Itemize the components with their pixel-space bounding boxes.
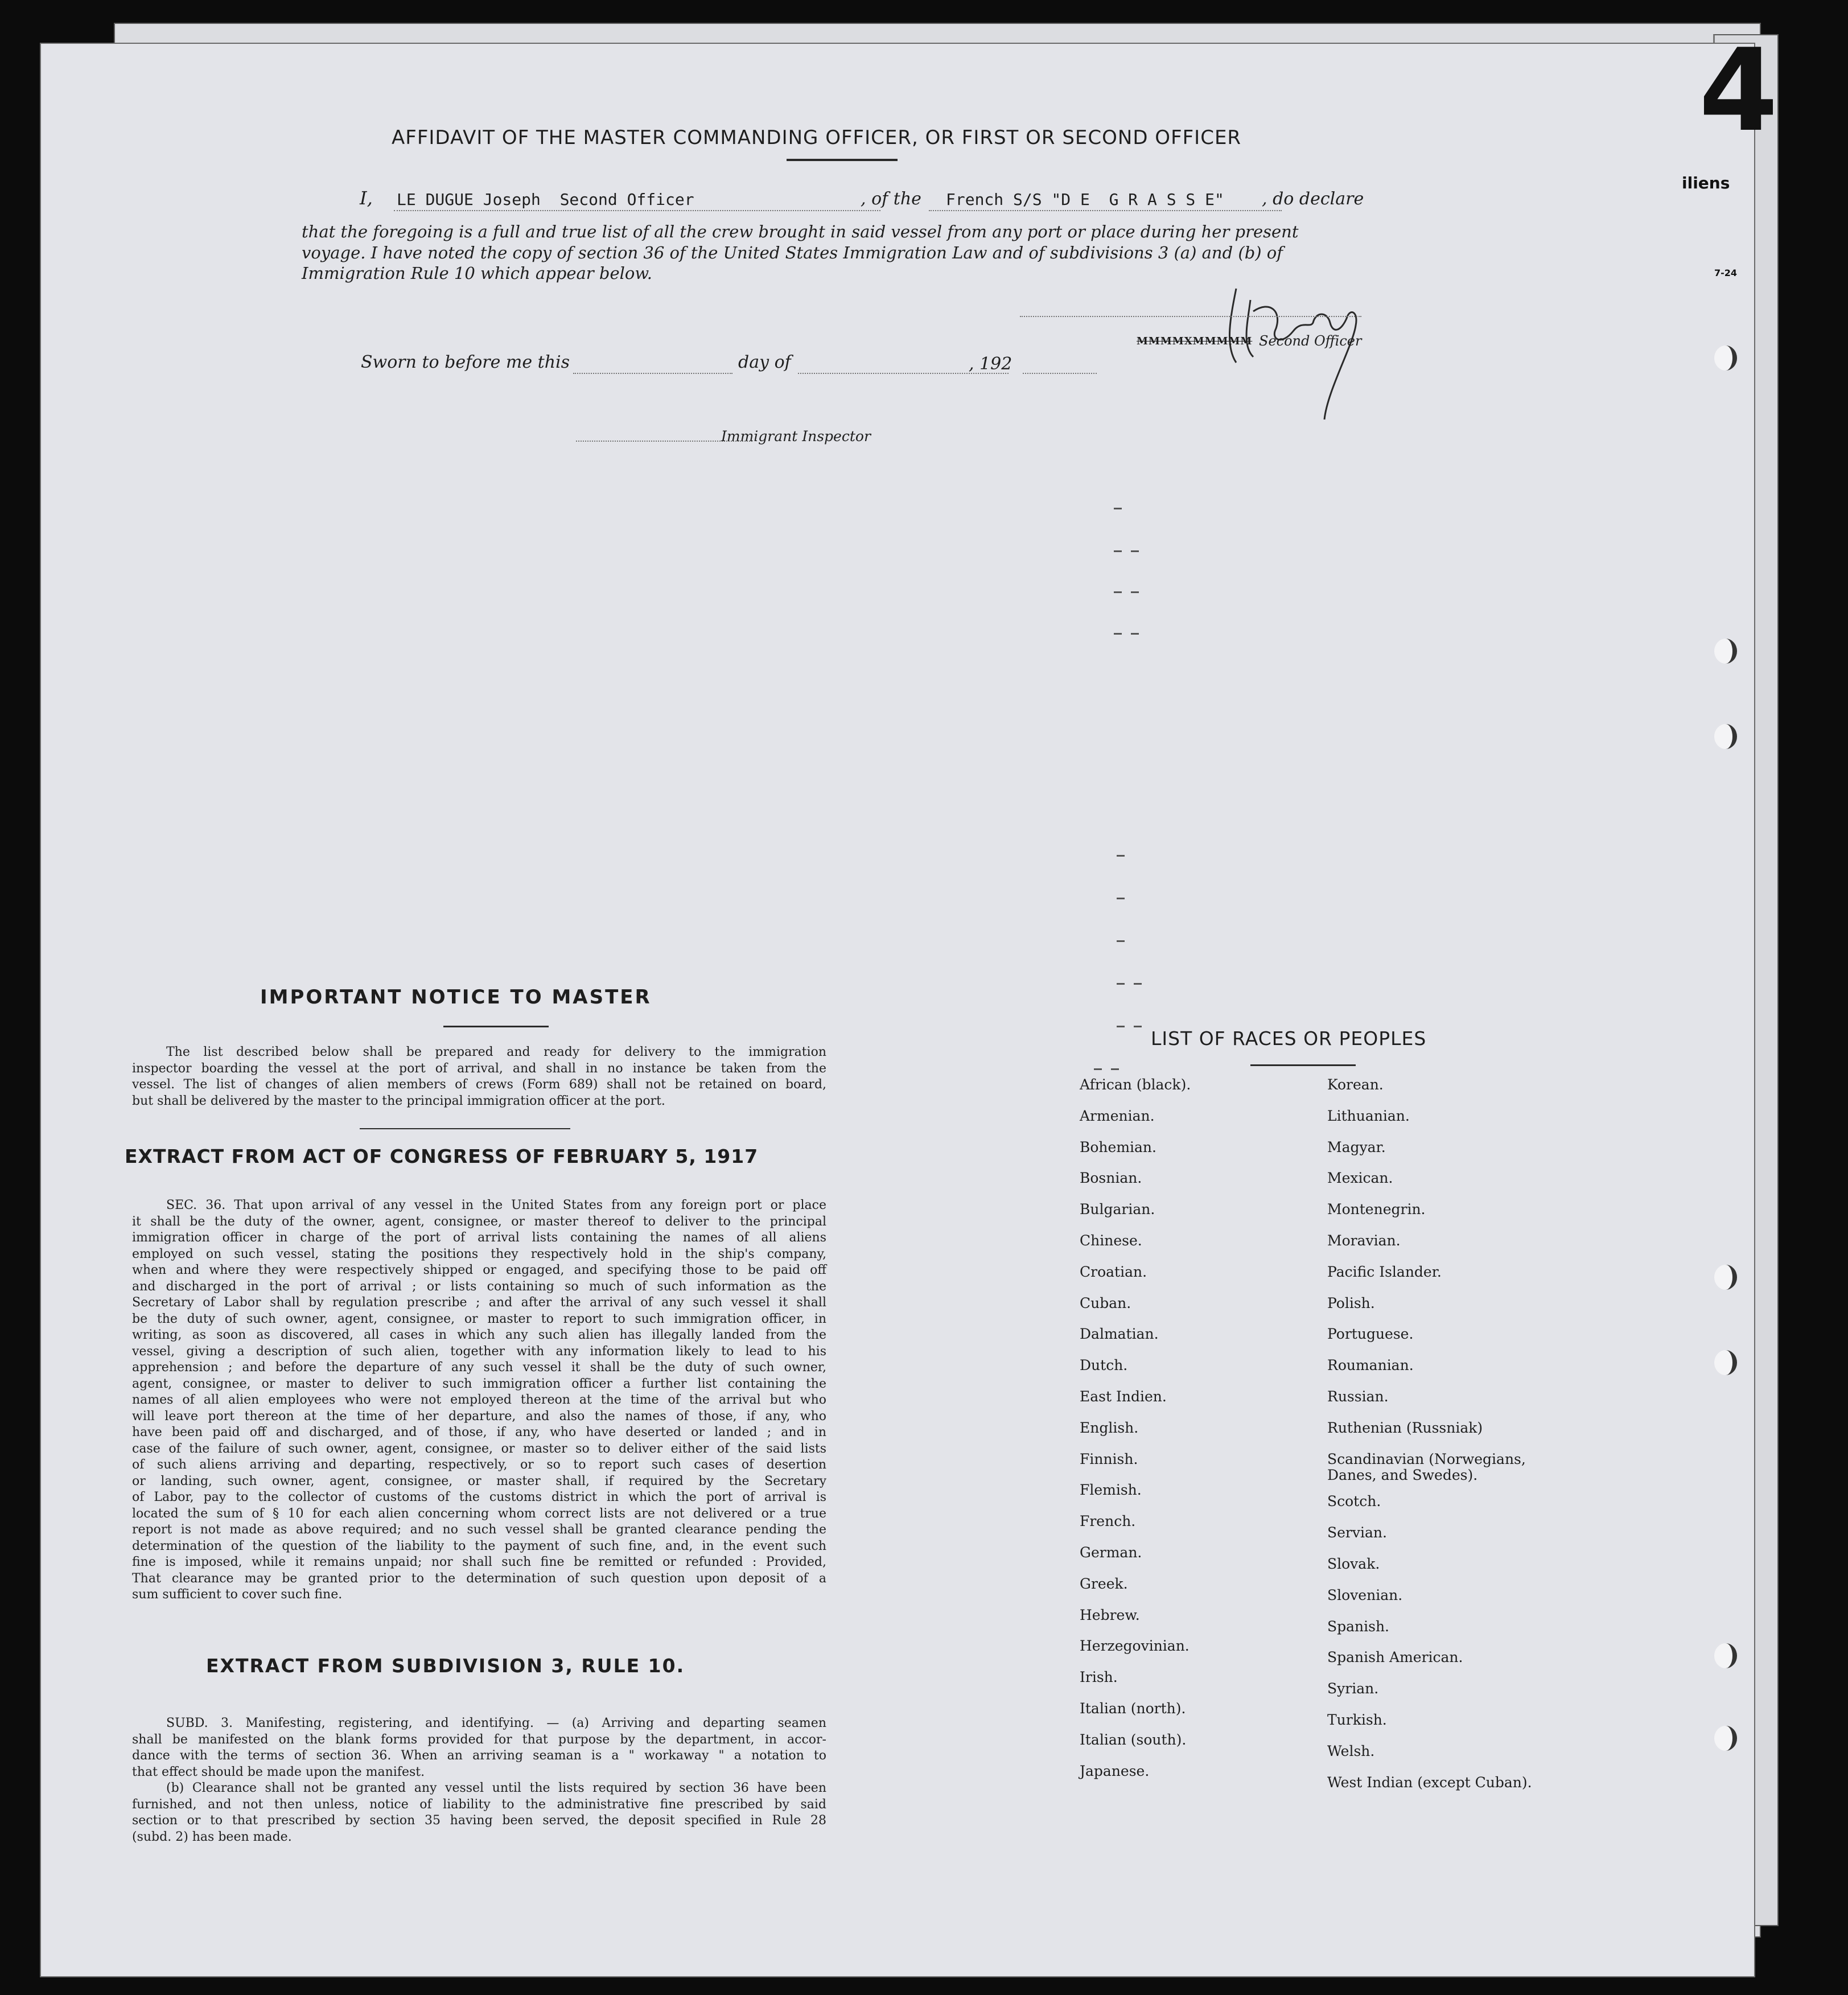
notice-rule xyxy=(443,1026,549,1027)
act-line: writing, as soon as discovered, all cases in which any such alien has illegally landed from the xyxy=(132,1328,826,1342)
rule-line: SUBD. 3. Manifesting, registering, and identifying. — (a) Arriving and departing seamen xyxy=(166,1716,826,1730)
race-item: Finnish. xyxy=(1080,1450,1138,1467)
bleed-mark xyxy=(1094,1068,1102,1070)
act-line: names of all alien employees who were not employed thereon at the time of the arrival but who xyxy=(132,1393,826,1407)
inspector-label: Immigrant Inspector xyxy=(721,428,871,445)
race-item: Slovak. xyxy=(1327,1556,1380,1572)
race-item: Turkish. xyxy=(1327,1712,1387,1728)
race-item: Ruthenian (Russniak) xyxy=(1327,1419,1483,1436)
bleed-mark xyxy=(1117,983,1125,985)
rule-line: section or to that prescribed by section 35 having been served, the deposit specified in Rule 28 xyxy=(132,1813,826,1828)
act-line: case of the failure of such owner, agent, consignee, or master so to deliver either of the said lists xyxy=(132,1441,826,1456)
signature-line xyxy=(1020,316,1361,317)
affidavit-line-2: that the foregoing is a full and true list of all the crew brought in said vessel from any port or place during her present xyxy=(302,222,1299,241)
notice-heading: IMPORTANT NOTICE TO MASTER xyxy=(260,986,652,1009)
race-item: Pacific Islander. xyxy=(1327,1263,1442,1280)
punch-hole xyxy=(1714,345,1737,371)
punch-hole xyxy=(1714,1643,1737,1668)
rule-line: that effect should be made upon the manifest. xyxy=(132,1764,425,1779)
rule-line: (subd. 2) has been made. xyxy=(132,1829,292,1844)
race-item: English. xyxy=(1080,1419,1139,1436)
bleed-mark xyxy=(1117,855,1125,857)
race-item: Polish. xyxy=(1327,1294,1375,1311)
rule-line: dance with the terms of section 36. When an arriving seaman is a " workaway " a notation to xyxy=(132,1749,826,1763)
act-line: when and where they were respectively shipped or engaged, and specifying those to be paid off xyxy=(132,1263,826,1277)
race-item: Croatian. xyxy=(1080,1263,1147,1280)
punch-hole xyxy=(1714,1350,1737,1375)
race-item: Japanese. xyxy=(1080,1762,1150,1779)
rule-line: shall be manifested on the blank forms provided for that purpose by the department, in accor- xyxy=(132,1732,826,1747)
notice-body xyxy=(132,1044,826,1109)
race-item: Greek. xyxy=(1080,1575,1128,1592)
race-item: Syrian. xyxy=(1327,1680,1379,1697)
act-line: Secretary of Labor shall by regulation prescribe ; and after the arrival of any such vessel it shall xyxy=(132,1295,826,1310)
act-line: fine is imposed, while it remains unpaid; nor shall such fine be remitted or refunded : Provided, xyxy=(132,1555,826,1569)
act-extract-heading: EXTRACT FROM ACT OF CONGRESS OF FEBRUARY 5, 1917 xyxy=(125,1145,759,1167)
act-line: be the duty of such owner, agent, consignee, or master to report to such immigration officer, in xyxy=(132,1311,826,1326)
declarant-name: LE DUGUE Joseph Second Officer xyxy=(397,190,694,209)
rule-line: furnished, and not then unless, notice of liability to the administrative fine prescribed by said xyxy=(132,1797,826,1812)
race-item: Bohemian. xyxy=(1080,1138,1156,1155)
notice-bottom-rule xyxy=(360,1128,570,1129)
of-the-label: , of the xyxy=(861,189,921,209)
race-item: African (black). xyxy=(1080,1076,1191,1093)
bleed-mark xyxy=(1114,591,1122,593)
act-line: immigration officer in charge of the port of arrival lists containing the names of all aliens xyxy=(132,1231,826,1245)
race-item: Montenegrin. xyxy=(1327,1201,1426,1218)
vessel-blank xyxy=(929,210,1282,211)
race-item: Spanish American. xyxy=(1327,1649,1463,1666)
act-line: located the sum of § 10 for each alien concerning whom correct lists are not delivered or a true xyxy=(132,1506,826,1521)
act-line: of Labor, pay to the collector of customs of the customs district in which the port of arrival is xyxy=(132,1490,826,1504)
bleed-mark xyxy=(1117,898,1125,899)
race-item: Russian. xyxy=(1327,1388,1389,1405)
act-extract-body xyxy=(132,1198,826,1603)
race-item: Magyar. xyxy=(1327,1138,1386,1155)
bleed-mark xyxy=(1117,1026,1125,1027)
race-item: Hebrew. xyxy=(1080,1606,1140,1623)
races-heading: LIST OF RACES OR PEOPLES xyxy=(1151,1027,1427,1050)
heading-rule xyxy=(787,159,898,161)
bleed-mark xyxy=(1111,1068,1119,1070)
race-item: Portuguese. xyxy=(1327,1326,1414,1343)
affidavit-heading: AFFIDAVIT OF THE MASTER COMMANDING OFFICER, OR FIRST OR SECOND OFFICER xyxy=(392,126,1242,149)
notice-line: inspector boarding the vessel at the port of arrival, and shall in no instance be taken from the xyxy=(132,1061,826,1076)
punch-hole xyxy=(1714,1265,1737,1290)
struck-title: MMMMXMMMMM xyxy=(1137,335,1253,347)
officer-signature xyxy=(1196,277,1390,431)
do-declare-label: , do declare xyxy=(1262,189,1364,209)
act-line: report is not made as above required; and no such vessel shall be granted clearance pending the xyxy=(132,1523,826,1537)
act-line: it shall be the duty of the owner, agent, consignee, or master thereof to deliver to the principal xyxy=(132,1214,826,1229)
rule-extract-heading: EXTRACT FROM SUBDIVISION 3, RULE 10. xyxy=(206,1655,685,1677)
notice-line: but shall be delivered by the master to the principal immigration officer at the port. xyxy=(132,1093,665,1108)
race-item: Welsh. xyxy=(1327,1742,1375,1759)
act-line: or landing, such owner, agent, consignee, or master shall, if required by the Secretary xyxy=(132,1474,826,1488)
act-line: and discharged in the port of arrival ; or lists containing so much of such information as the xyxy=(132,1279,826,1294)
sworn-label: Sworn to before me this xyxy=(361,352,570,372)
race-item: Flemish. xyxy=(1080,1482,1142,1499)
affidavit-line-4: Immigration Rule 10 which appear below. xyxy=(302,264,652,283)
race-item: East Indien. xyxy=(1080,1388,1167,1405)
act-line: apprehension ; and before the departure of any such vessel it shall be the duty of such owner, xyxy=(132,1360,826,1375)
act-line: That clearance may be granted prior to the determination of such question upon deposit of a xyxy=(132,1571,826,1586)
race-item: Korean. xyxy=(1327,1076,1384,1093)
race-item: Lithuanian. xyxy=(1327,1107,1410,1124)
race-item: Armenian. xyxy=(1080,1107,1155,1124)
rule-line: (b) Clearance shall not be granted any vessel until the lists required by section 36 have been xyxy=(166,1781,826,1795)
bleed-mark xyxy=(1114,633,1122,635)
race-item: French. xyxy=(1080,1513,1136,1530)
race-item: West Indian (except Cuban). xyxy=(1327,1774,1532,1791)
race-item: Mexican. xyxy=(1327,1170,1393,1187)
declarant-blank xyxy=(394,210,880,211)
page-number: 4 xyxy=(1699,24,1779,157)
race-item: Cuban. xyxy=(1080,1294,1131,1311)
form-stamp: 7-24 xyxy=(1714,268,1738,278)
day-of-label: day of xyxy=(738,352,791,372)
act-line: determination of the question of the liability to the payment of such fine, and, in the event such xyxy=(132,1539,826,1553)
act-line: of such aliens arriving and departing, respectively, or so to report such cases of desertion xyxy=(132,1458,826,1472)
act-line: employed on such vessel, stating the positions they respectively hold in the ship's company, xyxy=(132,1247,826,1261)
declaration-prefix: I, xyxy=(360,187,373,209)
race-item: Slovenian. xyxy=(1327,1586,1403,1603)
bleed-mark xyxy=(1114,508,1122,509)
race-item: Italian (north). xyxy=(1080,1700,1186,1717)
bleed-mark xyxy=(1117,940,1125,942)
notice-line: vessel. The list of changes of alien members of crews (Form 689) shall not be retained on board, xyxy=(132,1077,826,1092)
rule-extract-body xyxy=(132,1716,826,1845)
sworn-day-blank xyxy=(573,373,732,374)
race-item: Dutch. xyxy=(1080,1357,1128,1374)
notice-line: The list described below shall be prepared and ready for delivery to the immigration xyxy=(166,1045,826,1059)
race-item: Herzegovinian. xyxy=(1080,1638,1190,1655)
act-line: will leave port thereon at the time of her departure, and also the names of those, if any, who xyxy=(132,1409,826,1424)
race-item: Bulgarian. xyxy=(1080,1201,1155,1218)
race-item: Scotch. xyxy=(1327,1493,1381,1510)
signer-title: Second Officer xyxy=(1259,333,1362,349)
race-item: Italian (south). xyxy=(1080,1731,1187,1748)
act-line: agent, consignee, or master to deliver to such immigration officer a further list containing the xyxy=(132,1376,826,1391)
vessel-name: French S/S "D E G R A S S E" xyxy=(946,190,1224,209)
race-item: Moravian. xyxy=(1327,1232,1401,1249)
race-item: Scandinavian (Norwegians, Danes, and Swedes). xyxy=(1327,1450,1526,1483)
bleed-mark xyxy=(1134,983,1142,985)
affidavit-page xyxy=(40,43,1755,1977)
act-line: vessel, giving a description of such alien, together with any information likely to lead to his xyxy=(132,1344,826,1359)
bleed-mark xyxy=(1131,633,1139,635)
race-item: Spanish. xyxy=(1327,1618,1390,1635)
race-item: Roumanian. xyxy=(1327,1357,1414,1374)
races-rule xyxy=(1250,1064,1356,1066)
bleed-mark xyxy=(1131,550,1139,552)
race-item: Servian. xyxy=(1327,1524,1387,1541)
year-label: , 192 xyxy=(969,354,1013,374)
aliens-header-fragment: iliens xyxy=(1682,174,1730,192)
punch-hole xyxy=(1714,1726,1737,1751)
race-item: Dalmatian. xyxy=(1080,1326,1159,1343)
bleed-mark xyxy=(1134,1026,1142,1027)
race-item: Bosnian. xyxy=(1080,1170,1142,1187)
punch-hole xyxy=(1714,639,1737,664)
act-line: sum sufficient to cover such fine. xyxy=(132,1587,343,1602)
bleed-mark xyxy=(1131,591,1139,593)
race-item: German. xyxy=(1080,1544,1142,1561)
act-line: have been paid off and discharged, and of those, if any, who have deserted or landed ; and in xyxy=(132,1425,826,1439)
punch-hole xyxy=(1714,724,1737,749)
bleed-mark xyxy=(1114,550,1122,552)
sworn-year-blank xyxy=(1023,373,1097,374)
race-item: Chinese. xyxy=(1080,1232,1142,1249)
act-line: SEC. 36. That upon arrival of any vessel in the United States from any foreign port or place xyxy=(166,1198,826,1212)
race-item: Irish. xyxy=(1080,1669,1118,1686)
affidavit-line-3: voyage. I have noted the copy of section 36 of the United States Immigration Law and of subdivisions 3 (a) and (b) of xyxy=(302,243,1283,262)
